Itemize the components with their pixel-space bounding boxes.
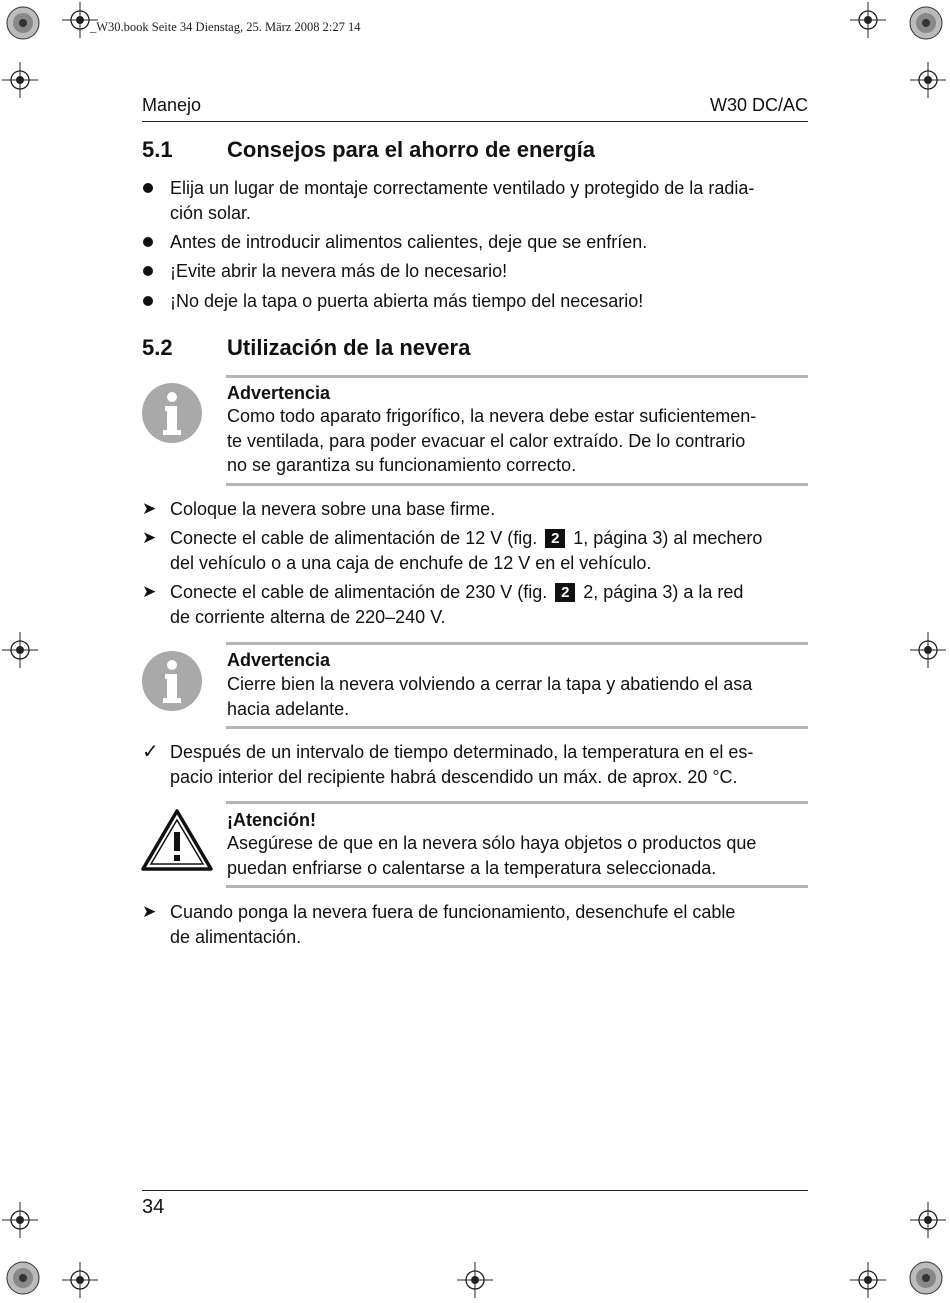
starburst-mark-top-left [7,7,39,39]
bullet-item: ¡No deje la tapa o puerta abierta más tiempo del necesario! [170,291,644,311]
bullet-icon [143,266,153,276]
note-body: Como todo aparato frigorífico, la nevera debe estar suficientemen- te ventilada, para poder evacuar el calor extraído. De lo contrario no se garantiza su funcionamiento correcto. [227,406,757,475]
arrow-icon: ➤ [142,528,157,547]
note-heading: Advertencia [227,383,331,403]
crosshair-mark [2,1202,38,1238]
info-icon [141,382,203,444]
instruction-step: Cuando ponga la nevera fuera de funcionamiento, desenchufe el cable de alimentación. [170,902,736,947]
crosshair-mark [62,1262,98,1298]
result-text: Después de un intervalo de tiempo determinado, la temperatura en el es- pacio interior del recipiente habrá descendido un máx. de aprox. 20 °C. [170,742,754,787]
note-top-rule [226,375,808,378]
bullet-item: ¡Evite abrir la nevera más de lo necesario! [170,261,508,281]
section-1-title: Consejos para el ahorro de energía [227,137,596,162]
warning-triangle-icon [140,808,214,872]
instruction-step: Conecte el cable de alimentación de 230 V (fig. 2 2, página 3) a la red de corriente alterna de 220–240 V. [170,582,744,627]
note-bottom-rule [226,726,808,729]
header-rule [142,121,808,122]
caution-bottom-rule [226,885,808,888]
note-body: Cierre bien la nevera volviendo a cerrar la tapa y abatiendo el asa hacia adelante. [227,674,753,719]
crosshair-mark [850,2,886,38]
header-product-name: W30 DC/AC [709,95,808,115]
page-number: 34 [142,1196,165,1218]
section-2-number: 5.2 [142,335,173,360]
bullet-icon [143,296,153,306]
header-section-name: Manejo [142,95,202,115]
arrow-icon: ➤ [142,582,157,601]
starburst-mark-bottom-left [7,1262,39,1294]
section-1-number: 5.1 [142,137,173,162]
crosshair-mark [910,632,946,668]
crosshair-mark [2,632,38,668]
arrow-icon: ➤ [142,902,157,921]
crosshair-mark [850,1262,886,1298]
bullet-item: Elija un lugar de montaje correctamente ventilado y protegido de la radia- ción solar. [170,178,755,223]
crosshair-mark [910,62,946,98]
crosshair-mark [457,1262,493,1298]
instruction-step: Conecte el cable de alimentación de 12 V (fig. 2 1, página 3) al mechero del vehículo o a una caja de enchufe de 12 V en el vehículo. [170,528,763,573]
bullet-item: Antes de introducir alimentos calientes, deje que se enfríen. [170,232,648,252]
info-icon [141,650,203,712]
caution-body: Asegúrese de que en la nevera sólo haya objetos o productos que puedan enfriarse o calentarse a la temperatura seleccionada. [227,833,757,878]
figure-reference-badge: 2 [555,583,575,602]
caution-top-rule [226,801,808,804]
crosshair-mark [62,2,98,38]
bullet-icon [143,237,153,247]
section-2-title: Utilización de la nevera [227,335,471,360]
print-info: _W30.book Seite 34 Dienstag, 25. März 2008 2:27 14 [90,20,361,34]
starburst-mark-bottom-right [910,1262,942,1294]
arrow-icon: ➤ [142,499,157,518]
starburst-mark-top-right [910,7,942,39]
check-icon: ✓ [142,741,159,763]
instruction-step: Coloque la nevera sobre una base firme. [170,499,496,519]
caution-heading: ¡Atención! [227,810,316,830]
crosshair-mark [910,1202,946,1238]
figure-reference-badge: 2 [545,529,565,548]
bullet-icon [143,183,153,193]
crosshair-mark [2,62,38,98]
note-bottom-rule [226,483,808,486]
note-heading: Advertencia [227,650,331,670]
footer-rule [142,1190,808,1191]
note-top-rule [226,642,808,645]
